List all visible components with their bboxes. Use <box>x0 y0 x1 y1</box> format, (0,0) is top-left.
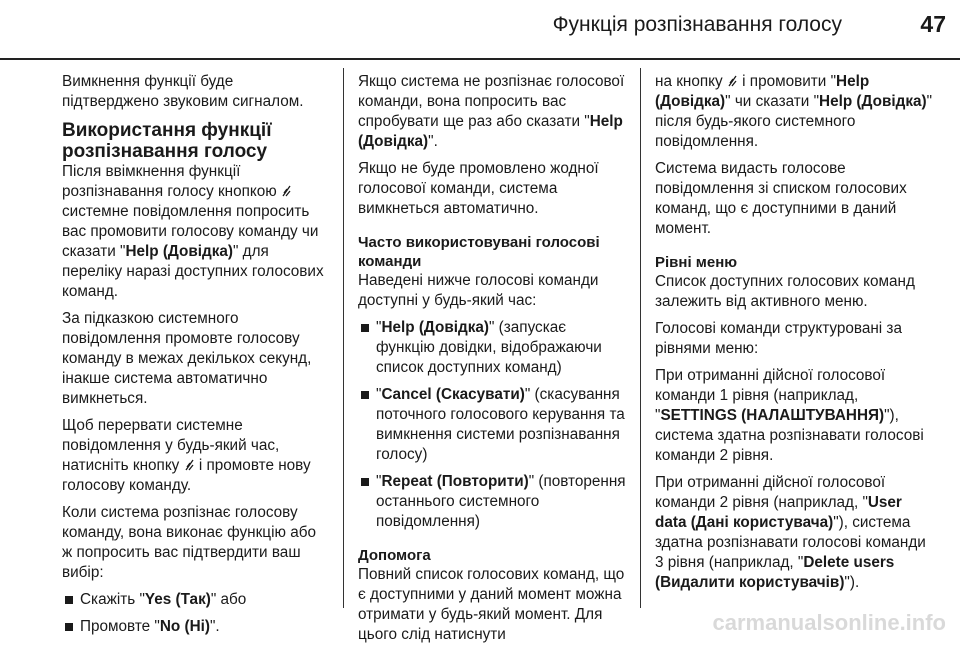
text: ". <box>428 133 438 150</box>
command-no: No (Ні) <box>159 618 210 635</box>
watermark: carmanualsonline.info <box>712 610 946 635</box>
paragraph <box>655 72 933 152</box>
text: ". <box>210 618 220 635</box>
list-item <box>358 318 628 378</box>
text: " (запускає функцію довідки, відображаючи список доступних команд) <box>376 319 602 376</box>
page-title: Функція розпізнавання голосу <box>552 13 842 36</box>
section-heading: Допомога <box>358 547 431 564</box>
list-item <box>358 472 628 532</box>
command-help: Help (Довідка) <box>125 243 233 260</box>
page-number: 47 <box>920 11 946 37</box>
text: При отриманні дійсної голосової команди 1 рівня (наприклад, " <box>655 367 886 424</box>
command-help: Help (Довідка) <box>358 113 623 150</box>
bullet-icon <box>361 324 369 332</box>
text: Скажіть " <box>80 591 145 608</box>
section-heading: Рівні меню <box>655 254 738 271</box>
bullet-icon <box>361 391 369 399</box>
column-divider-1 <box>343 68 344 608</box>
command-help: Help (Довідка) <box>381 319 489 336</box>
paragraph: Голосові команди структуровані за рівнями меню: <box>655 320 902 357</box>
paragraph: Коли система розпізнає голосову команду, вона виконає функцію або ж попросить вас підтвердити ваш вибір: <box>62 504 316 581</box>
column-2 <box>358 72 628 652</box>
paragraph: Вимкнення функції буде підтверджено звуковим сигналом. <box>62 73 304 110</box>
list-item <box>62 590 328 610</box>
command-cancel: Cancel (Скасувати) <box>381 386 525 403</box>
paragraph <box>62 416 328 496</box>
paragraph: Якщо не буде промовлено жодної голосової команди, система вимкнеться автоматично. <box>358 160 599 217</box>
text: Щоб перервати системне повідомлення у будь-який час, натисніть кнопку <box>62 417 280 474</box>
text: " <box>376 473 382 490</box>
text: " для переліку наразі доступних голосових команд. <box>62 243 324 300</box>
command-settings: SETTINGS (НАЛАШТУВАННЯ) <box>660 407 885 424</box>
column-1 <box>62 72 328 644</box>
text: "). <box>844 574 860 591</box>
text: " (повторення останнього системного повідомлення) <box>376 473 626 530</box>
bullet-icon <box>361 478 369 486</box>
header-divider <box>0 58 960 60</box>
paragraph <box>62 162 328 302</box>
text: " або <box>210 591 247 608</box>
paragraph: Повний список голосових команд, що є доступними у даний момент можна отримати у будь-який момент. Для цього слід натиснути <box>358 566 625 643</box>
command-yes: Yes (Так) <box>144 591 211 608</box>
text: Після ввімкнення функції розпізнавання голосу кнопкою <box>62 163 277 200</box>
section-heading: Використання функції розпізнавання голосу <box>62 120 272 162</box>
voice-recognition-icon <box>281 184 292 198</box>
text: на кнопку <box>655 73 723 90</box>
text: Якщо система не розпізнає голосової команди, вона попросить вас спробувати ще раз або сказати " <box>358 73 625 130</box>
paragraph <box>655 473 933 593</box>
text: "), система здатна розпізнавати голосові команди 2 рівня. <box>655 407 924 464</box>
list-item <box>358 385 628 465</box>
text: " <box>376 386 382 403</box>
paragraph <box>655 366 933 466</box>
command-repeat: Repeat (Повторити) <box>381 473 529 490</box>
command-user-data: User data (Дані користувача) <box>655 494 902 531</box>
bullet-icon <box>65 623 73 631</box>
paragraph: Список доступних голосових команд залежить від активного меню. <box>655 273 915 310</box>
voice-recognition-icon <box>184 458 195 472</box>
text: " після будь-якого системного повідомлення. <box>655 93 933 150</box>
column-3 <box>655 72 933 600</box>
text: і промовити " <box>742 73 837 90</box>
command-help: Help (Довідка) <box>655 73 870 110</box>
text: і промовте нову голосову команду. <box>62 457 311 494</box>
text: " чи сказати " <box>725 93 820 110</box>
paragraph: За підказкою системного повідомлення промовте голосову команду в межах декількох секунд, інакше система автоматично вимкнеться. <box>62 310 312 407</box>
bullet-icon <box>65 596 73 604</box>
text: " <box>376 319 382 336</box>
paragraph <box>358 72 628 152</box>
voice-recognition-icon <box>727 74 738 88</box>
text: " (скасування поточного голосового керування та вимкнення системи розпізнавання голосу) <box>376 386 625 463</box>
text: "), система здатна розпізнавати голосові команди 3 рівня (наприклад, " <box>655 514 926 571</box>
list-item <box>62 617 328 637</box>
column-divider-2 <box>640 68 641 608</box>
text: системне повідомлення попросить вас промовити голосову команду чи сказати " <box>62 203 319 260</box>
text: При отриманні дійсної голосової команди 2 рівня (наприклад, " <box>655 474 886 511</box>
page-header <box>0 0 960 58</box>
command-help: Help (Довідка) <box>819 93 927 110</box>
paragraph: Система видасть голосове повідомлення зі списком голосових команд, що є доступними в даний момент. <box>655 160 907 237</box>
text: Промовте " <box>80 618 160 635</box>
command-delete-users: Delete users (Видалити користувачів) <box>655 554 895 591</box>
section-heading: Часто використовувані голосові команди <box>358 234 600 270</box>
paragraph: Наведені нижче голосові команди доступні у будь-який час: <box>358 272 599 309</box>
